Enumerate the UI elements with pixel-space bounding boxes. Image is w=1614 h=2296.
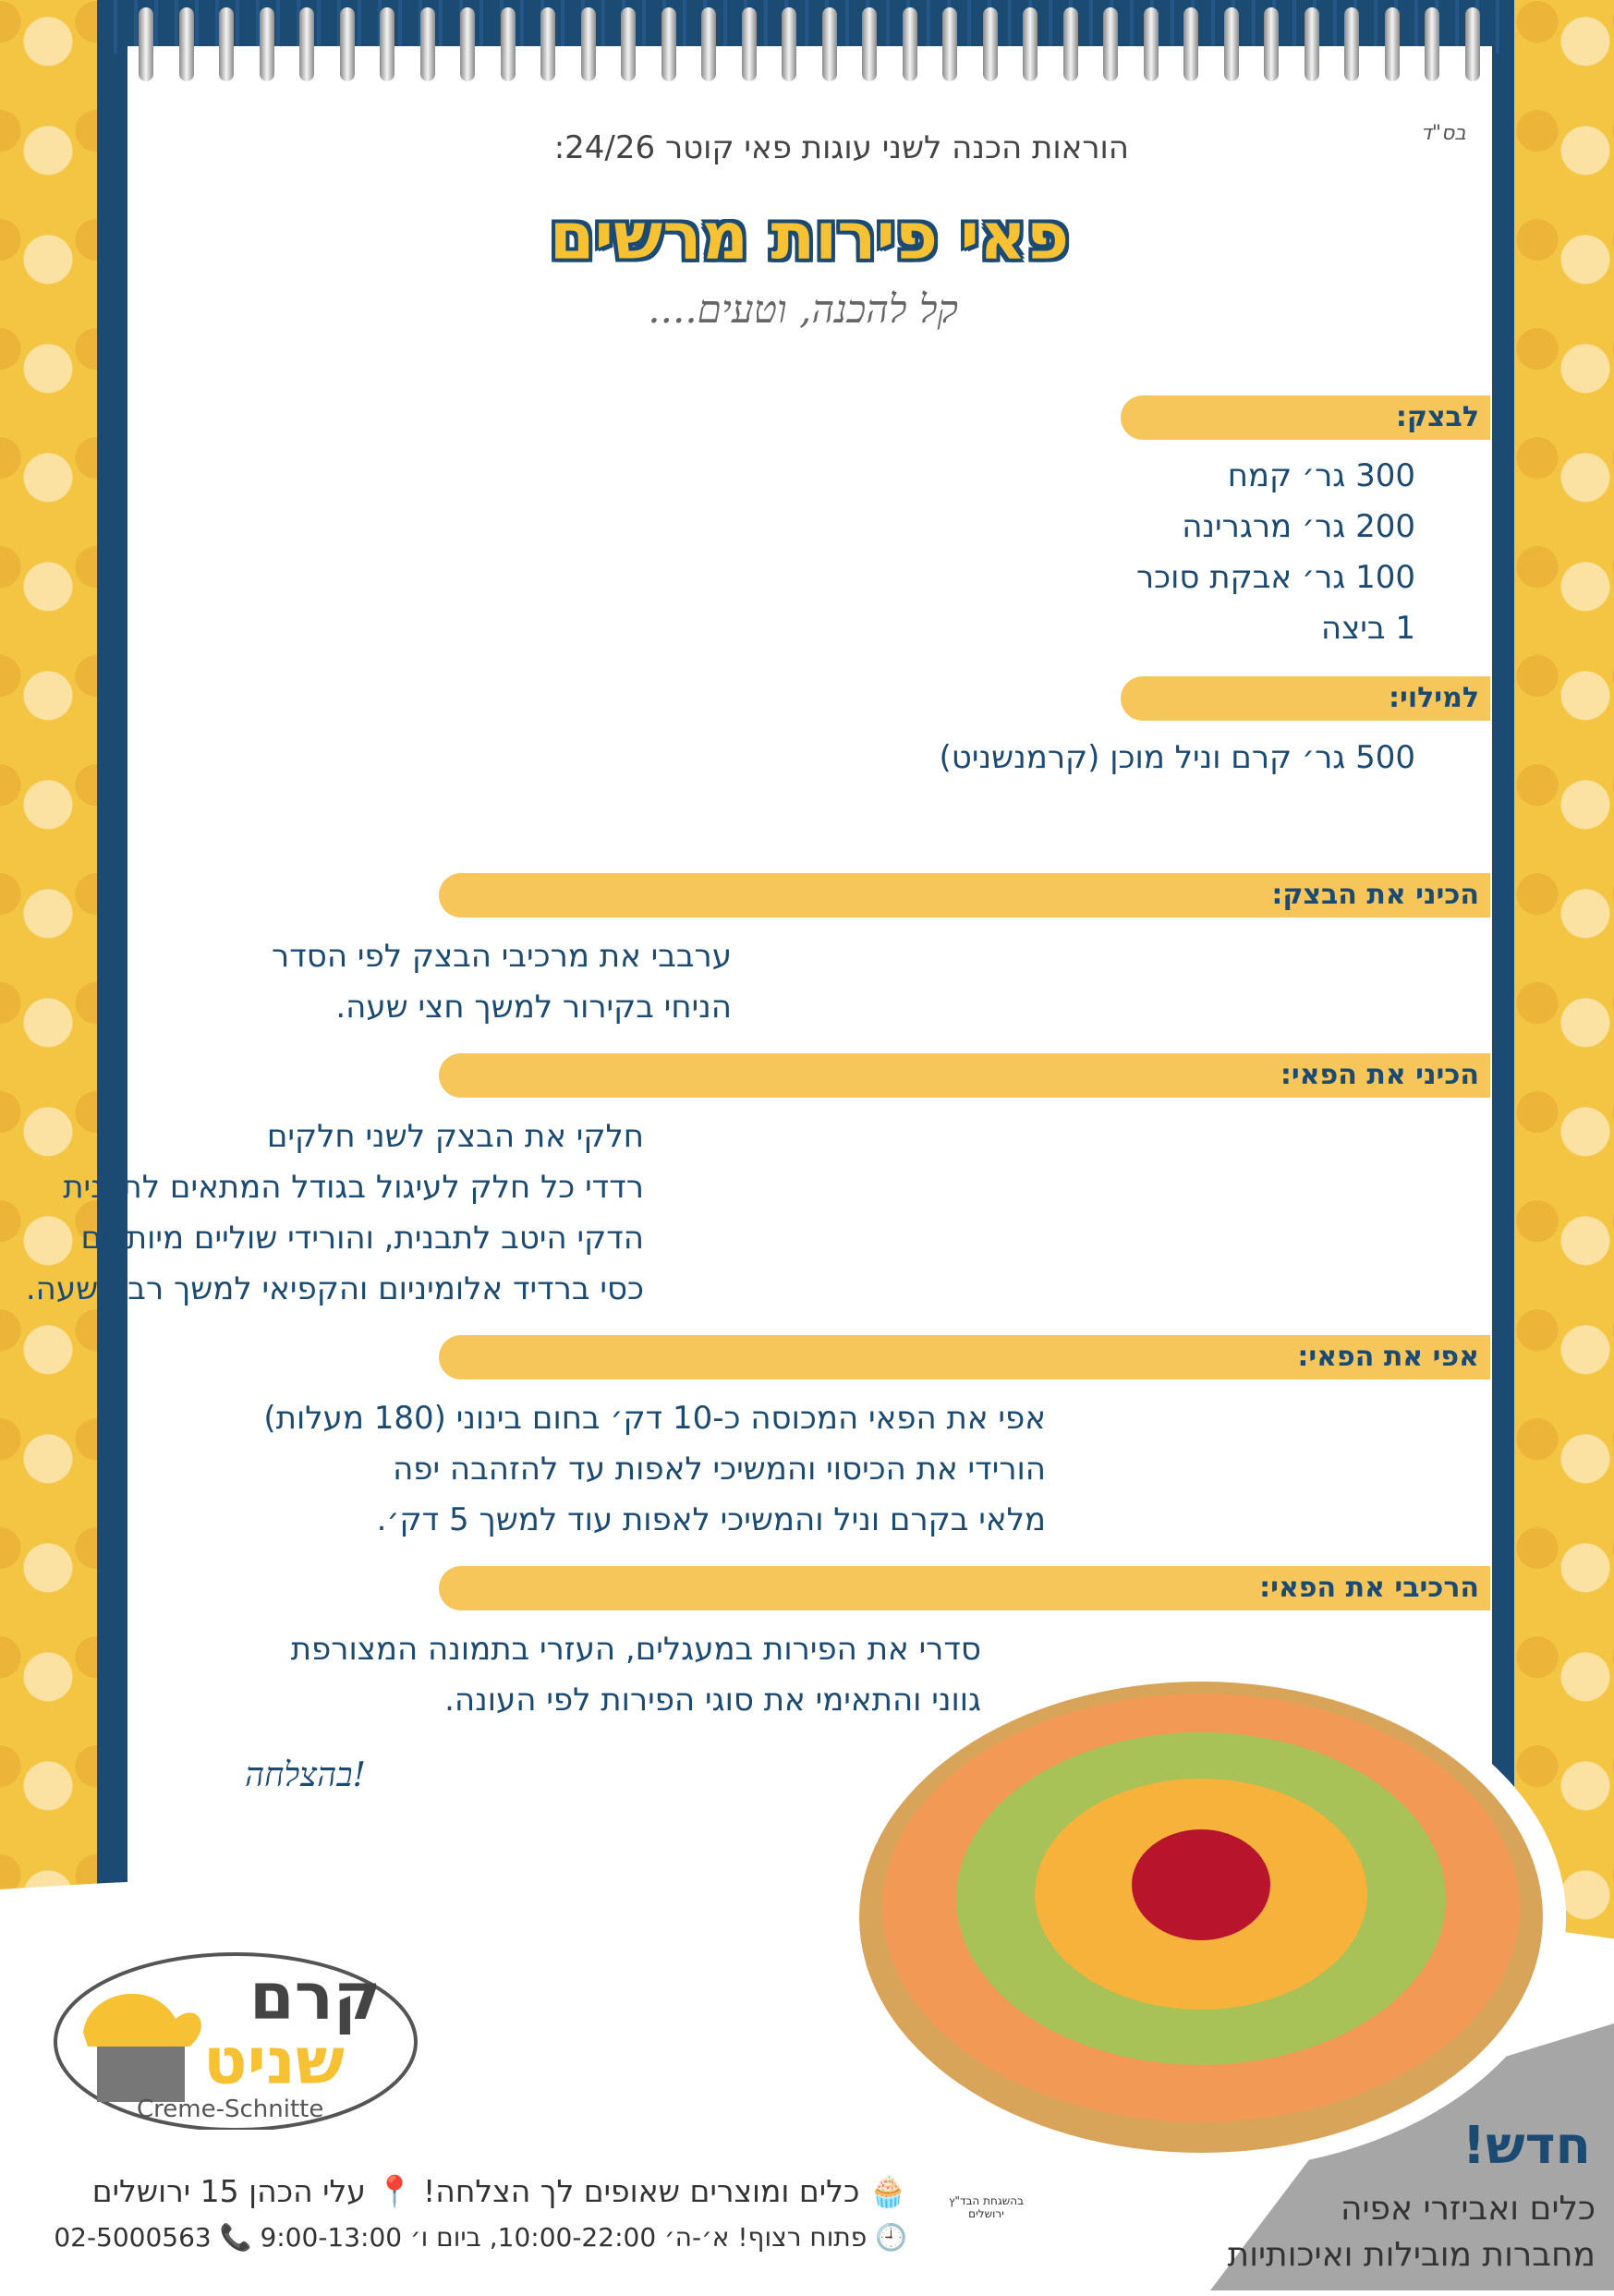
promo-line1: כלים ואביזרי אפיה: [1340, 2190, 1596, 2228]
brand-name-line1: קרם: [249, 1959, 382, 2035]
page-title: פאי פירות מרשים: [549, 199, 1069, 274]
binding-ring: [299, 7, 314, 81]
binding-ring: [742, 7, 757, 81]
binding-ring: [1305, 7, 1319, 81]
binding-ring: [581, 7, 596, 81]
step-line: גווני והתאימי את סוגי הפירות לפי העונה.: [444, 1682, 981, 1719]
cupcake-icon: 🧁: [868, 2173, 907, 2209]
binding-ring: [1264, 7, 1279, 81]
fruit-tart-illustration: [831, 1640, 1580, 2176]
section-bar-step: [439, 1335, 1490, 1379]
step-heading: הרכיבי את הפאי:: [1259, 1572, 1479, 1604]
brand-latin: Creme-Schnitte: [137, 2096, 324, 2123]
step-heading: הכיני את הבצק:: [1271, 879, 1479, 911]
footer-hours-row: [54, 2222, 907, 2253]
binding-ring: [340, 7, 355, 81]
binding-ring: [420, 7, 435, 81]
binding-ring: [460, 7, 475, 81]
bsd-mark: בס"ד: [1420, 122, 1466, 145]
brand-name-line2: שניט: [203, 2023, 345, 2099]
binding-ring: [1063, 7, 1078, 81]
section-bar-step: [439, 1566, 1490, 1610]
binding-ring: [380, 7, 394, 81]
binding-ring: [260, 7, 274, 81]
binding-ring: [501, 7, 516, 81]
footer-slogan-row: [92, 2173, 907, 2210]
binding-ring: [1023, 7, 1038, 81]
binding-ring: [822, 7, 837, 81]
binding-ring: [942, 7, 957, 81]
binding-ring: [661, 7, 676, 81]
step-heading: הכיני את הפאי:: [1280, 1059, 1479, 1091]
binding-ring: [1183, 7, 1198, 81]
promo-new: חדש!: [1462, 2116, 1591, 2176]
binding-ring: [1224, 7, 1239, 81]
footer-slogan: כלים ומוצרים שאופים לך הצלחה!: [423, 2173, 860, 2209]
footer-hours: פתוח רצוף! א׳-ה׳ 10:00-22:00, ביום ו׳ 9:00-13:00: [260, 2222, 868, 2253]
step-line: כסי ברדיד אלומיניום והקפיאי למשך רבע שעה.: [25, 1270, 644, 1307]
binding-ring: [179, 7, 194, 81]
section-bar-step: [439, 1053, 1490, 1098]
footer-address: עלי הכהן 15 ירושלים: [91, 2173, 366, 2209]
binding-ring: [1144, 7, 1159, 81]
step-line: סדרי את הפירות במעגלים, העזרי בתמונה המצורפת: [290, 1631, 981, 1668]
pomegranate-center: [1132, 1829, 1270, 1940]
binding-ring: [621, 7, 636, 81]
binding-ring: [782, 7, 796, 81]
step-line: אפי את הפאי המכוסה כ-10 דק׳ בחום בינוני (180 מעלות): [263, 1400, 1046, 1437]
cupcake-frosting-icon: [83, 1994, 201, 2047]
filling-heading: למילוי:: [1389, 682, 1479, 714]
clock-icon: 🕘: [875, 2222, 907, 2253]
phone-icon: 📞: [219, 2222, 252, 2253]
footer-phone[interactable]: 02-5000563: [54, 2222, 212, 2253]
dough-heading: לבצק:: [1395, 401, 1479, 433]
ingredient-item: 300 גר׳ קמח: [1227, 457, 1415, 494]
ingredient-item: 200 גר׳ מרגרינה: [1182, 508, 1415, 545]
binding-ring: [540, 7, 555, 81]
step-line: רדדי כל חלק לעיגול בגודל המתאים לתבנית: [63, 1169, 644, 1206]
binding-ring: [1344, 7, 1359, 81]
section-bar-filling: [1121, 676, 1490, 721]
binding-ring: [219, 7, 234, 81]
promo-line2: מחברות מובילות ואיכותיות: [1227, 2236, 1596, 2274]
step-line: הדקי היטב לתבנית, והורידי שוליים מיותרים: [80, 1220, 644, 1257]
step-line: חלקי את הבצק לשני חלקים: [266, 1118, 644, 1155]
binding-ring: [701, 7, 716, 81]
binding-ring: [1425, 7, 1439, 81]
section-bar-dough: [1121, 395, 1490, 440]
binding-ring: [862, 7, 877, 81]
step-line: מלאי בקרם וניל והמשיכי לאפות עוד למשך 5 דק׳.: [376, 1501, 1046, 1538]
step-line: הניחי בקירור למשך חצי שעה.: [335, 989, 732, 1026]
ingredient-item: 500 גר׳ קרם וניל מוכן (קרמנשניט): [939, 739, 1415, 776]
binding-ring: [1385, 7, 1400, 81]
binding-ring: [1465, 7, 1480, 81]
binding-ring: [139, 7, 153, 81]
binding-ring: [1103, 7, 1118, 81]
ingredient-item: 1 ביצה: [1320, 610, 1415, 647]
closing-signature: בהצלחה!: [245, 1756, 367, 1794]
step-line: הורידי את הכיסוי והמשיכי לאפות עד להזהבה יפה: [393, 1451, 1046, 1488]
cupcake-base-icon: [97, 2047, 185, 2102]
section-bar-step: [439, 873, 1490, 917]
binding-ring: [903, 7, 917, 81]
binding-ring: [983, 7, 998, 81]
step-line: ערבבי את מרכיבי הבצק לפי הסדר: [272, 938, 732, 975]
kosher-stamp: בהשגחת הבד"ץ ירושלים: [948, 2194, 1025, 2220]
intro-text: הוראות הכנה לשני עוגות פאי קוטר 24/26:: [553, 129, 1129, 166]
ingredient-item: 100 גר׳ אבקת סוכר: [1135, 559, 1415, 596]
location-pin-icon: 📍: [375, 2173, 414, 2209]
page-subtitle: קל להכנה, וטעים....: [648, 286, 958, 332]
step-heading: אפי את הפאי:: [1297, 1341, 1479, 1373]
